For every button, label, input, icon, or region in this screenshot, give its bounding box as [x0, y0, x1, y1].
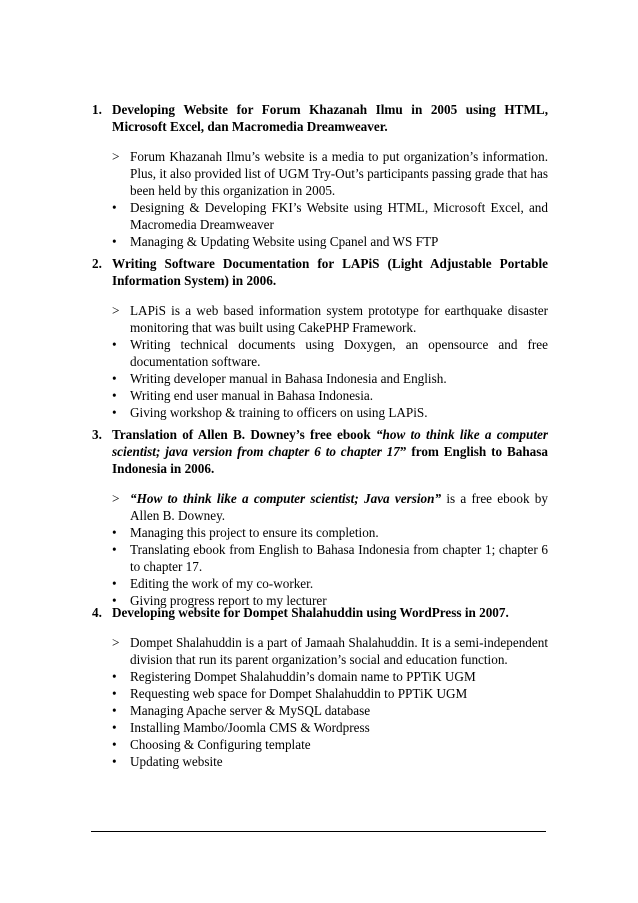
list-item: [92, 404, 548, 421]
bullet-icon: •: [112, 525, 117, 540]
section-title: Developing website for Dompet Shalahuddin using WordPress in 2007.: [112, 605, 509, 620]
section-number: 3.: [92, 427, 102, 442]
list-item-text: Translating ebook from English to Bahasa Indonesia from chapter 1; chapter 6 to chapter 17.: [130, 542, 548, 574]
list-item: [92, 736, 548, 753]
bullet-icon: •: [112, 388, 117, 403]
list-item: [92, 668, 548, 685]
list-item-text: Giving progress report to my lecturer: [130, 593, 327, 608]
section-title: Writing Software Documentation for LAPiS (Light Adjustable Portable Information System) in 2006.: [112, 256, 548, 288]
list-item-text: Designing & Developing FKI’s Website using HTML, Microsoft Excel, and Macromedia Dreamweaver: [130, 200, 548, 232]
section-heading: [92, 604, 548, 621]
bullet-icon: •: [112, 542, 117, 557]
bullet-icon: •: [112, 593, 117, 608]
arrow-marker-icon: >: [112, 303, 120, 318]
bullet-icon: •: [112, 576, 117, 591]
list-item: [92, 199, 548, 233]
list-item: [92, 753, 548, 770]
arrow-marker-icon: >: [112, 491, 120, 506]
list-item: [92, 685, 548, 702]
list-item-text: Installing Mambo/Joomla CMS & Wordpress: [130, 720, 370, 735]
bullet-icon: •: [112, 371, 117, 386]
arrow-marker-icon: >: [112, 149, 120, 164]
list-item-text: LAPiS is a web based information system prototype for earthquake disaster monitoring that was built using CakePHP Framework.: [130, 303, 548, 335]
list-item: [92, 387, 548, 404]
list-item: [92, 702, 548, 719]
list-item-text: Managing & Updating Website using Cpanel and WS FTP: [130, 234, 439, 249]
section-title-pre: Translation of Allen B. Downey’s free ebook: [112, 427, 376, 442]
section-list: [92, 634, 548, 770]
list-item-text: Choosing & Configuring template: [130, 737, 311, 752]
list-item-text: Requesting web space for Dompet Shalahuddin to PPTiK UGM: [130, 686, 468, 701]
section-heading: [92, 255, 548, 289]
section-title-post: ” from English to Bahasa Indonesia in 2006.: [112, 444, 548, 476]
section-number: 4.: [92, 605, 102, 620]
list-item: [92, 302, 548, 336]
section-list: [92, 148, 548, 250]
section-list: [92, 302, 548, 421]
section-2: [92, 255, 548, 421]
list-item: [92, 524, 548, 541]
arrow-marker-icon: >: [112, 635, 120, 650]
section-heading: [92, 426, 548, 477]
section-title-ebook: “how to think like a computer scientist; java version from chapter 6 to chapter 17: [112, 427, 548, 459]
footer-rule: [91, 831, 546, 832]
list-item-text: Registering Dompet Shalahuddin’s domain name to PPTiK UGM: [130, 669, 476, 684]
bullet-icon: •: [112, 737, 117, 752]
list-item: [92, 575, 548, 592]
section-number: 2.: [92, 256, 102, 271]
list-item-text: Writing developer manual in Bahasa Indonesia and English.: [130, 371, 447, 386]
list-item-text: Writing technical documents using Doxygen, an opensource and free documentation software.: [130, 337, 548, 369]
list-item-text: Managing this project to ensure its completion.: [130, 525, 379, 540]
list-item: [92, 233, 548, 250]
section-list: [92, 490, 548, 609]
list-item-text: Writing end user manual in Bahasa Indonesia.: [130, 388, 374, 403]
bullet-icon: •: [112, 720, 117, 735]
bullet-icon: •: [112, 200, 117, 215]
section-title: Developing Website for Forum Khazanah Ilmu in 2005 using HTML, Microsoft Excel, dan Macromedia Dreamweaver.: [112, 102, 548, 134]
section-number: 1.: [92, 102, 102, 117]
list-item: [92, 634, 548, 668]
list-item-text: Giving workshop & training to officers on using LAPiS.: [130, 405, 428, 420]
bullet-icon: •: [112, 337, 117, 352]
list-item: [92, 370, 548, 387]
list-item-text: Forum Khazanah Ilmu’s website is a media to put organization’s information. Plus, it also provided list of UGM Try-Out’s participants passing grade that has been held by this organization in 2005.: [130, 149, 548, 198]
list-item: [92, 541, 548, 575]
list-item: [92, 719, 548, 736]
bullet-icon: •: [112, 703, 117, 718]
list-item: [92, 148, 548, 199]
list-item: [92, 490, 548, 524]
section-3: [92, 426, 548, 609]
bullet-icon: •: [112, 405, 117, 420]
list-item-text: Editing the work of my co-worker.: [130, 576, 314, 591]
list-item-text: is a free ebook by Allen B. Downey.: [130, 491, 548, 523]
section-heading: [92, 101, 548, 135]
list-item-text: Dompet Shalahuddin is a part of Jamaah Shalahuddin. It is a semi-independent division that run its parent organization’s social and education function.: [130, 635, 548, 667]
ebook-title: “How to think like a computer scientist; Java version”: [130, 491, 442, 506]
list-item: [92, 336, 548, 370]
bullet-icon: •: [112, 754, 117, 769]
list-item-text: Managing Apache server & MySQL database: [130, 703, 371, 718]
bullet-icon: •: [112, 686, 117, 701]
list-item-text: Updating website: [130, 754, 223, 769]
bullet-icon: •: [112, 669, 117, 684]
bullet-icon: •: [112, 234, 117, 249]
section-4: [92, 604, 548, 770]
section-1: [92, 101, 548, 250]
